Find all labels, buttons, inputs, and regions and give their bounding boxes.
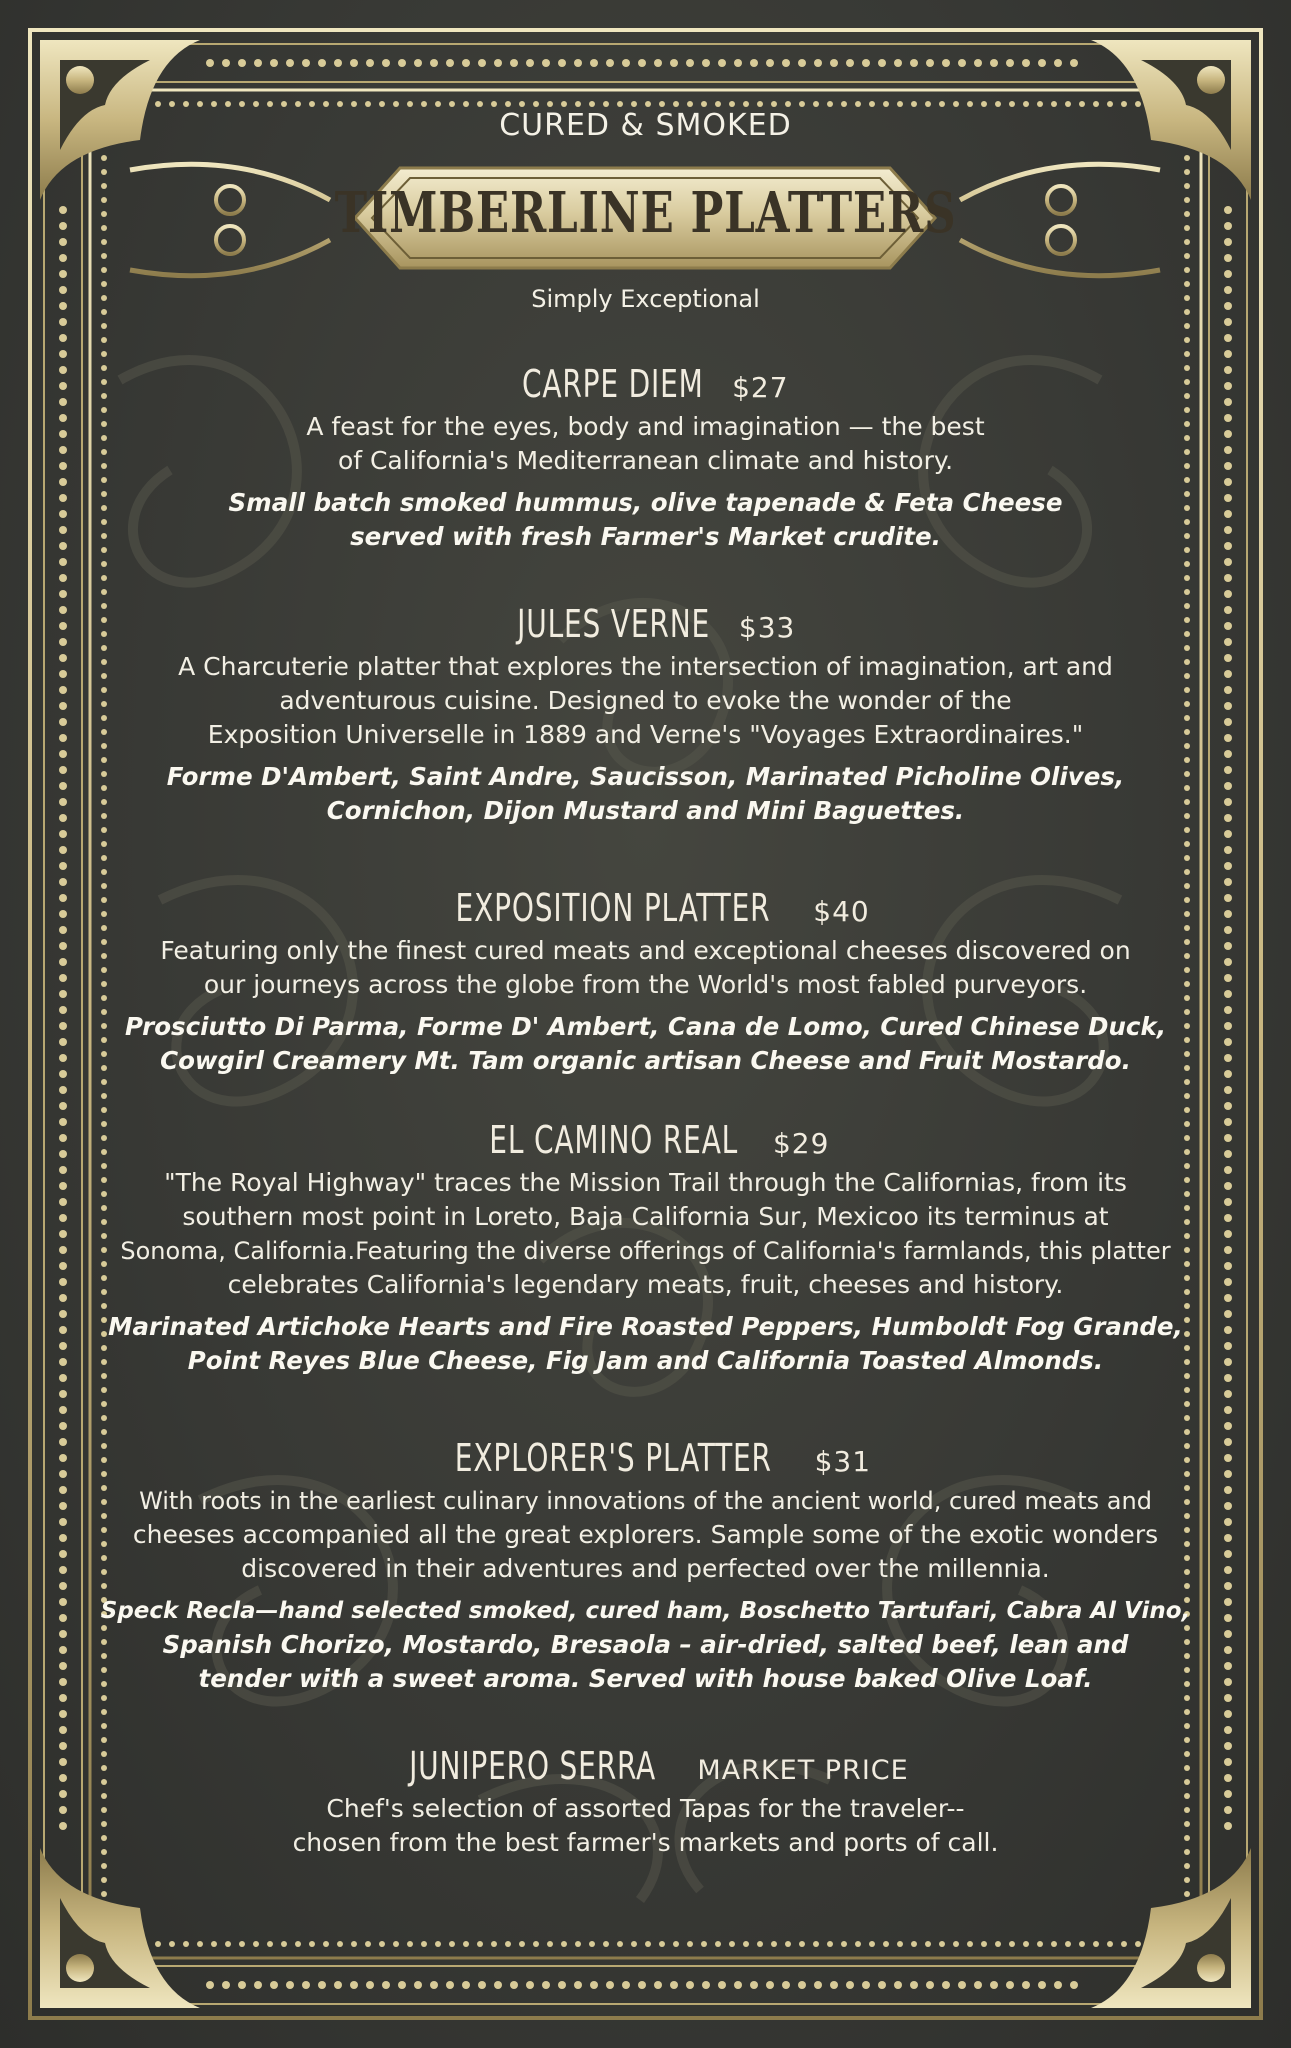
- menu-item-el-camino-real: [90, 1118, 1201, 1378]
- corner-ornament-bottom-left: [40, 1848, 200, 2008]
- menu-item-exposition-platter: [90, 886, 1201, 1078]
- item-price: $40: [813, 895, 870, 928]
- menu-tagline: Simply Exceptional: [531, 285, 760, 313]
- item-name: EXPLORER'S PLATTER: [454, 1436, 772, 1480]
- item-price: $31: [814, 1445, 872, 1478]
- item-description: A feast for the eyes, body and imagination — the best of California's Mediterranean climate and history.: [306, 412, 985, 475]
- item-name: JUNIPERO SERRA: [409, 1744, 657, 1788]
- item-ingredients: Speck Recla—hand selected smoked, cured ham, Boschetto Tartufari, Cabra Al Vino, Spanish Chorizo, Mostardo, Bresaola – air-dried, salted beef, lean and tender with a sweet aroma. Served with house baked Olive Loaf.: [100, 1598, 1191, 1693]
- item-name: EXPOSITION PLATTER: [455, 886, 771, 930]
- menu-item-carpe-diem: [90, 362, 1201, 554]
- menu-item-explorers-platter: [90, 1436, 1201, 1696]
- item-ingredients: Prosciutto Di Parma, Forme D' Ambert, Cana de Lomo, Cured Chinese Duck, Cowgirl Creamery Mt. Tam organic artisan Cheese and Fruit Mostardo.: [124, 1012, 1167, 1075]
- item-description: Chef's selection of assorted Tapas for the traveler-- chosen from the best farmer's markets and ports of call.: [292, 1794, 999, 1857]
- item-price: $27: [732, 371, 789, 404]
- item-description: "The Royal Highway" traces the Mission Trail through the Californias, from its southern most point in Loreto, Baja California Sur, Mexicoo its terminus at Sonoma, California.Featuring the diverse offerings of California's farmlands, this platter celebrates California's legendary meats, fruit, cheeses and history.: [120, 1168, 1171, 1299]
- item-name: CARPE DIEM: [522, 362, 705, 406]
- item-price: MARKET PRICE: [697, 1755, 909, 1786]
- item-price: $29: [772, 1127, 830, 1160]
- item-description: With roots in the earliest culinary innovations of the ancient world, cured meats and cheeses accompanied all the great explorers. Sample some of the exotic wonders discovered in their adventures and perfected over the millennia.: [132, 1487, 1159, 1583]
- item-ingredients: Marinated Artichoke Hearts and Fire Roasted Peppers, Humboldt Fog Grande, Point Reyes Blue Cheese, Fig Jam and California Toasted Almonds.: [108, 1312, 1183, 1375]
- menu-item-junipero-serra: [90, 1744, 1201, 1860]
- item-name: JULES VERNE: [516, 602, 710, 646]
- item-ingredients: Small batch smoked hummus, olive tapenade & Feta Cheese served with fresh Farmer's Market crudite.: [228, 488, 1063, 551]
- menu-kicker: CURED & SMOKED: [499, 108, 792, 143]
- menu-item-jules-verne: [90, 602, 1201, 828]
- corner-ornament-bottom-right: [1091, 1848, 1251, 2008]
- item-price: $33: [738, 611, 796, 644]
- item-description: A Charcuterie platter that explores the intersection of imagination, art and adventurous cuisine. Designed to evoke the wonder of the Exposition Universelle in 1889 and Verne's "Voyages Extraordinaires.": [178, 652, 1113, 749]
- item-ingredients: Forme D'Ambert, Saint Andre, Saucisson, Marinated Picholine Olives, Cornichon, Dijon Mustard and Mini Baguettes.: [166, 762, 1125, 825]
- item-description: Featuring only the finest cured meats and exceptional cheeses discovered on our journeys across the globe from the World's most fabled purveyors.: [160, 936, 1131, 999]
- item-name: EL CAMINO REAL: [488, 1118, 738, 1162]
- menu-title: TIMBERLINE PLATTERS: [334, 180, 957, 246]
